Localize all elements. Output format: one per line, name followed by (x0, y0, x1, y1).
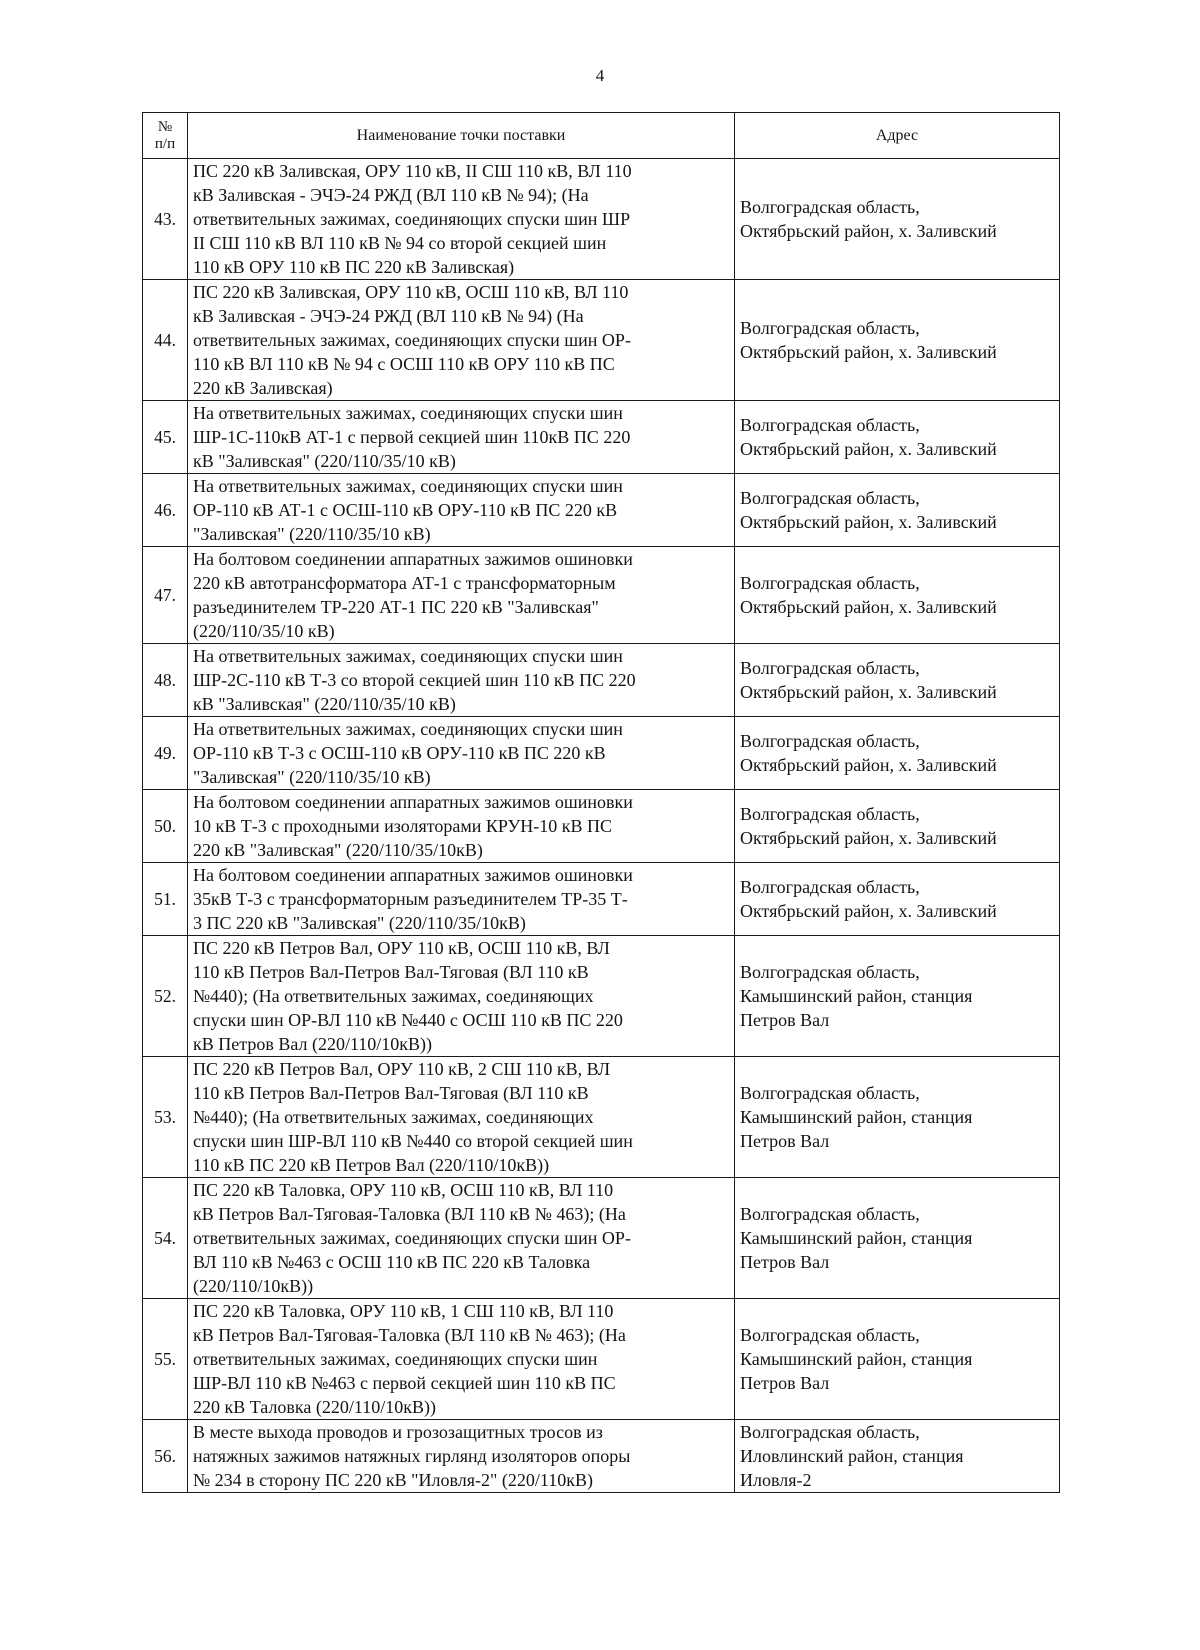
row-point-name (188, 474, 735, 547)
table-row (143, 717, 1060, 790)
point-name-line: кВ Петров Вал-Тяговая-Таловка (ВЛ 110 кВ № 463); (На (193, 1325, 626, 1345)
address-line: Октябрьский район, х. Заливский (740, 828, 997, 848)
address-line: Камышинский район, станция (740, 1228, 973, 1248)
point-name-line: кВ Петров Вал (220/110/10кВ)) (193, 1034, 433, 1054)
row-address (735, 280, 1060, 401)
row-number: 53. (143, 1057, 188, 1178)
point-name-line: 10 кВ Т-3 с проходными изоляторами КРУН-10 кВ ПС (193, 816, 612, 836)
point-name-line: 110 кВ Петров Вал-Петров Вал-Тяговая (ВЛ 110 кВ (193, 962, 589, 982)
address-line: Волгоградская область, (740, 658, 920, 678)
address-line: Волгоградская область, (740, 804, 920, 824)
row-number: 51. (143, 863, 188, 936)
table-header-row (143, 113, 1060, 159)
address-line: Волгоградская область, (740, 488, 920, 508)
row-point-name (188, 717, 735, 790)
point-name-line: ПС 220 кВ Заливская, ОРУ 110 кВ, II СШ 110 кВ, ВЛ 110 (193, 161, 632, 181)
point-name-line: На ответвительных зажимах, соединяющих спуски шин (193, 403, 623, 423)
address-line: Октябрьский район, х. Заливский (740, 439, 997, 459)
address-line: Волгоградская область, (740, 415, 920, 435)
table-row (143, 863, 1060, 936)
point-name-line: ОР-110 кВ АТ-1 с ОСШ-110 кВ ОРУ-110 кВ ПС 220 кВ (193, 500, 618, 520)
address-line: Октябрьский район, х. Заливский (740, 755, 997, 775)
row-address (735, 547, 1060, 644)
row-point-name (188, 863, 735, 936)
point-name-line: №440); (На ответвительных зажимах, соединяющих (193, 986, 594, 1006)
point-name-line: 220 кВ "Заливская" (220/110/35/10кВ) (193, 840, 483, 860)
row-point-name (188, 1420, 735, 1493)
point-name-line: кВ Заливская - ЭЧЭ-24 РЖД (ВЛ 110 кВ № 94); (На (193, 185, 589, 205)
address-line: Волгоградская область, (740, 1325, 920, 1345)
row-number: 44. (143, 280, 188, 401)
point-name-line: ВЛ 110 кВ №463 с ОСШ 110 кВ ПС 220 кВ Таловка (193, 1252, 591, 1272)
row-point-name (188, 547, 735, 644)
address-line: Волгоградская область, (740, 197, 920, 217)
point-name-line: ПС 220 кВ Таловка, ОРУ 110 кВ, 1 СШ 110 кВ, ВЛ 110 (193, 1301, 614, 1321)
address-line: Волгоградская область, (740, 731, 920, 751)
address-line: Петров Вал (740, 1252, 830, 1272)
point-name-line: спуски шин ШР-ВЛ 110 кВ №440 со второй секцией шин (193, 1131, 633, 1151)
point-name-line: В месте выхода проводов и грозозащитных тросов из (193, 1422, 603, 1442)
table-row (143, 1299, 1060, 1420)
table-row (143, 159, 1060, 280)
point-name-line: ПС 220 кВ Таловка, ОРУ 110 кВ, ОСШ 110 кВ, ВЛ 110 (193, 1180, 614, 1200)
row-address (735, 1299, 1060, 1420)
row-address (735, 936, 1060, 1057)
address-line: Петров Вал (740, 1131, 830, 1151)
address-line: Волгоградская область, (740, 877, 920, 897)
point-name-line: На болтовом соединении аппаратных зажимов ошиновки (193, 549, 633, 569)
table-row (143, 936, 1060, 1057)
point-name-line: ответвительных зажимах, соединяющих спуски шин ШР (193, 209, 631, 229)
row-address (735, 790, 1060, 863)
point-name-line: (220/110/10кВ)) (193, 1276, 314, 1296)
point-name-line: кВ "Заливская" (220/110/35/10 кВ) (193, 694, 456, 714)
point-name-line: 110 кВ ОРУ 110 кВ ПС 220 кВ Заливская) (193, 257, 515, 277)
point-name-line: разъединителем ТР-220 АТ-1 ПС 220 кВ "Заливская" (193, 597, 599, 617)
row-point-name (188, 159, 735, 280)
point-name-line: 220 кВ Заливская) (193, 378, 333, 398)
table-row (143, 401, 1060, 474)
point-name-line: 110 кВ ВЛ 110 кВ № 94 с ОСШ 110 кВ ОРУ 110 кВ ПС (193, 354, 615, 374)
row-point-name (188, 280, 735, 401)
row-address (735, 863, 1060, 936)
row-address (735, 644, 1060, 717)
row-number: 52. (143, 936, 188, 1057)
row-number: 47. (143, 547, 188, 644)
address-line: Октябрьский район, х. Заливский (740, 512, 997, 532)
row-number: 55. (143, 1299, 188, 1420)
address-line: Волгоградская область, (740, 1083, 920, 1103)
table-row (143, 1057, 1060, 1178)
header-number-abbr: п/п (154, 135, 176, 152)
address-line: Иловлинский район, станция (740, 1446, 964, 1466)
row-point-name (188, 1299, 735, 1420)
point-name-line: ПС 220 кВ Заливская, ОРУ 110 кВ, ОСШ 110 кВ, ВЛ 110 (193, 282, 629, 302)
row-address (735, 474, 1060, 547)
table-row (143, 547, 1060, 644)
header-point-name: Наименование точки поставки (188, 113, 735, 159)
address-line: Волгоградская область, (740, 1422, 920, 1442)
address-line: Октябрьский район, х. Заливский (740, 597, 997, 617)
row-point-name (188, 790, 735, 863)
point-name-line: № 234 в сторону ПС 220 кВ "Иловля-2" (220/110кВ) (193, 1470, 593, 1490)
point-name-line: кВ Петров Вал-Тяговая-Таловка (ВЛ 110 кВ № 463); (На (193, 1204, 626, 1224)
row-point-name (188, 401, 735, 474)
point-name-line: ответвительных зажимах, соединяющих спуски шин (193, 1349, 598, 1369)
address-line: Петров Вал (740, 1010, 830, 1030)
point-name-line: кВ "Заливская" (220/110/35/10 кВ) (193, 451, 456, 471)
point-name-line: ШР-2С-110 кВ Т-3 со второй секцией шин 110 кВ ПС 220 (193, 670, 636, 690)
row-number: 46. (143, 474, 188, 547)
point-name-line: На болтовом соединении аппаратных зажимов ошиновки (193, 865, 633, 885)
point-name-line: (220/110/35/10 кВ) (193, 621, 335, 641)
table-row (143, 790, 1060, 863)
point-name-line: ответвительных зажимах, соединяющих спуски шин ОР- (193, 1228, 631, 1248)
row-address (735, 1420, 1060, 1493)
row-number: 48. (143, 644, 188, 717)
row-number: 56. (143, 1420, 188, 1493)
row-address (735, 717, 1060, 790)
row-number: 50. (143, 790, 188, 863)
address-line: Волгоградская область, (740, 318, 920, 338)
table-body (143, 159, 1060, 1493)
address-line: Октябрьский район, х. Заливский (740, 682, 997, 702)
row-address (735, 1057, 1060, 1178)
table-row (143, 280, 1060, 401)
point-name-line: 220 кВ автотрансформатора АТ-1 с трансформаторным (193, 573, 616, 593)
row-address (735, 1178, 1060, 1299)
header-number (143, 113, 188, 159)
address-line: Волгоградская область, (740, 962, 920, 982)
point-name-line: 3 ПС 220 кВ "Заливская" (220/110/35/10кВ) (193, 913, 526, 933)
row-number: 43. (143, 159, 188, 280)
table-row (143, 1420, 1060, 1493)
point-name-line: 220 кВ Таловка (220/110/10кВ)) (193, 1397, 436, 1417)
address-line: Камышинский район, станция (740, 986, 973, 1006)
row-point-name (188, 1178, 735, 1299)
point-name-line: II СШ 110 кВ ВЛ 110 кВ № 94 со второй секцией шин (193, 233, 607, 253)
point-name-line: На ответвительных зажимах, соединяющих спуски шин (193, 719, 623, 739)
row-point-name (188, 1057, 735, 1178)
point-name-line: 35кВ Т-3 с трансформаторным разъединителем ТР-35 Т- (193, 889, 628, 909)
address-line: Иловля-2 (740, 1470, 812, 1490)
address-line: Камышинский район, станция (740, 1349, 973, 1369)
row-address (735, 159, 1060, 280)
table-row (143, 644, 1060, 717)
row-number: 49. (143, 717, 188, 790)
row-point-name (188, 644, 735, 717)
point-name-line: ШР-ВЛ 110 кВ №463 с первой секцией шин 110 кВ ПС (193, 1373, 616, 1393)
address-line: Волгоградская область, (740, 1204, 920, 1224)
point-name-line: №440); (На ответвительных зажимах, соединяющих (193, 1107, 594, 1127)
point-name-line: ОР-110 кВ Т-3 с ОСШ-110 кВ ОРУ-110 кВ ПС 220 кВ (193, 743, 606, 763)
point-name-line: "Заливская" (220/110/35/10 кВ) (193, 767, 431, 787)
point-name-line: ответвительных зажимах, соединяющих спуски шин ОР- (193, 330, 631, 350)
point-name-line: ПС 220 кВ Петров Вал, ОРУ 110 кВ, 2 СШ 110 кВ, ВЛ (193, 1059, 611, 1079)
address-line: Октябрьский район, х. Заливский (740, 221, 997, 241)
row-number: 45. (143, 401, 188, 474)
row-number: 54. (143, 1178, 188, 1299)
point-name-line: ШР-1С-110кВ АТ-1 с первой секцией шин 110кВ ПС 220 (193, 427, 631, 447)
table-row (143, 1178, 1060, 1299)
delivery-points-table (142, 112, 1060, 1493)
point-name-line: спуски шин ОР-ВЛ 110 кВ №440 с ОСШ 110 кВ ПС 220 (193, 1010, 623, 1030)
point-name-line: "Заливская" (220/110/35/10 кВ) (193, 524, 431, 544)
point-name-line: 110 кВ Петров Вал-Петров Вал-Тяговая (ВЛ 110 кВ (193, 1083, 589, 1103)
point-name-line: На болтовом соединении аппаратных зажимов ошиновки (193, 792, 633, 812)
address-line: Камышинский район, станция (740, 1107, 973, 1127)
address-line: Октябрьский район, х. Заливский (740, 901, 997, 921)
point-name-line: 110 кВ ПС 220 кВ Петров Вал (220/110/10кВ)) (193, 1155, 550, 1175)
address-line: Петров Вал (740, 1373, 830, 1393)
point-name-line: ПС 220 кВ Петров Вал, ОРУ 110 кВ, ОСШ 110 кВ, ВЛ (193, 938, 610, 958)
header-number-symbol: № (157, 118, 173, 135)
header-address: Адрес (735, 113, 1060, 159)
page-number: 4 (595, 66, 605, 85)
row-point-name (188, 936, 735, 1057)
point-name-line: натяжных зажимов натяжных гирлянд изоляторов опоры (193, 1446, 631, 1466)
point-name-line: На ответвительных зажимах, соединяющих спуски шин (193, 646, 623, 666)
point-name-line: На ответвительных зажимах, соединяющих спуски шин (193, 476, 623, 496)
point-name-line: кВ Заливская - ЭЧЭ-24 РЖД (ВЛ 110 кВ № 94) (На (193, 306, 584, 326)
address-line: Волгоградская область, (740, 573, 920, 593)
table-row (143, 474, 1060, 547)
address-line: Октябрьский район, х. Заливский (740, 342, 997, 362)
row-address (735, 401, 1060, 474)
